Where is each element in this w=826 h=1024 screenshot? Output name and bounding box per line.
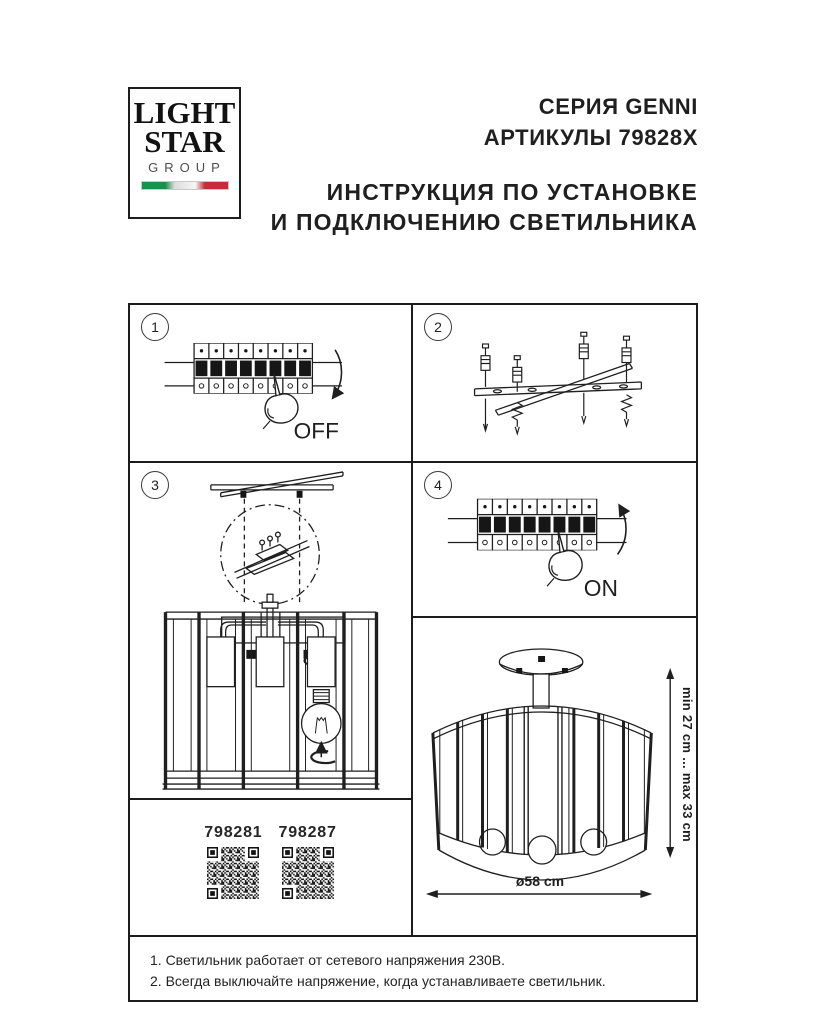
article-right-column bbox=[279, 824, 337, 899]
step-3-badge bbox=[141, 471, 169, 499]
document-header bbox=[258, 91, 698, 237]
bracket-bars bbox=[475, 364, 642, 416]
breaker-on-illustration bbox=[413, 463, 696, 616]
lamp-sockets bbox=[207, 594, 335, 686]
circuit-breaker-icon bbox=[448, 499, 627, 551]
step-3-panel bbox=[130, 463, 413, 800]
bulbs bbox=[480, 829, 607, 864]
assembly-illustration bbox=[130, 463, 411, 798]
steps-grid bbox=[128, 303, 698, 937]
italy-flag-stripe bbox=[142, 182, 228, 189]
step-4-badge bbox=[424, 471, 452, 499]
screw-in-arrow-icon bbox=[311, 751, 335, 763]
drum-shade bbox=[433, 706, 651, 880]
article-number-left: 798281 bbox=[204, 824, 263, 841]
qr-code-left bbox=[207, 847, 259, 899]
arrow-up-icon bbox=[618, 506, 626, 555]
mounting-bracket-illustration bbox=[413, 305, 696, 461]
article-left-column bbox=[204, 824, 262, 899]
bulb-icon bbox=[302, 690, 341, 744]
step-2-panel bbox=[413, 305, 696, 463]
height-range-label: min 27 cm ... max 33 cm bbox=[680, 687, 695, 843]
step-1-badge bbox=[141, 313, 169, 341]
arrow-down-icon bbox=[333, 350, 341, 398]
step-2-badge bbox=[424, 313, 452, 341]
ceiling-bracket bbox=[211, 472, 343, 497]
qr-code-right bbox=[282, 847, 334, 899]
logo-star-text: STAR bbox=[144, 124, 225, 159]
note-2: 2. Всегда выключайте напряжение, когда устанавливаете светильник. bbox=[150, 973, 606, 989]
step-3-number: 3 bbox=[151, 477, 159, 493]
instruction-title-line2: И ПОДКЛЮЧЕНИЮ СВЕТИЛЬНИКА bbox=[270, 209, 698, 235]
dimensions-panel bbox=[413, 618, 696, 935]
step-2-number: 2 bbox=[434, 319, 442, 335]
step-4-number: 4 bbox=[434, 477, 442, 493]
step-1-number: 1 bbox=[151, 319, 159, 335]
terminal-block bbox=[235, 532, 310, 578]
ceiling-canopy bbox=[499, 649, 582, 708]
notes-box bbox=[128, 935, 698, 1002]
on-label: ON bbox=[583, 575, 619, 602]
diameter-label: ø58 cm bbox=[515, 873, 565, 889]
logo-group-text: GROUP bbox=[148, 160, 226, 175]
breaker-off-illustration bbox=[130, 305, 411, 461]
magnifier-circle bbox=[221, 505, 320, 604]
series-title: СЕРИЯ GENNI bbox=[538, 94, 698, 119]
lightstar-logo bbox=[128, 87, 241, 219]
articles-title: АРТИКУЛЫ 79828X bbox=[483, 125, 698, 150]
article-number-right: 798287 bbox=[278, 824, 337, 841]
instruction-title-line1: ИНСТРУКЦИЯ ПО УСТАНОВКЕ bbox=[326, 179, 698, 205]
step-4-panel bbox=[413, 463, 696, 618]
circuit-breaker-icon bbox=[165, 343, 342, 394]
articles-panel bbox=[130, 800, 413, 935]
logo-light-text: LIGHT bbox=[133, 95, 236, 130]
off-label: OFF bbox=[293, 418, 340, 444]
step-1-panel bbox=[130, 305, 413, 463]
height-dimension-arrow bbox=[666, 668, 674, 858]
diameter-dimension-arrow bbox=[426, 890, 652, 898]
note-1: 1. Светильник работает от сетевого напряжения 230В. bbox=[150, 952, 506, 968]
